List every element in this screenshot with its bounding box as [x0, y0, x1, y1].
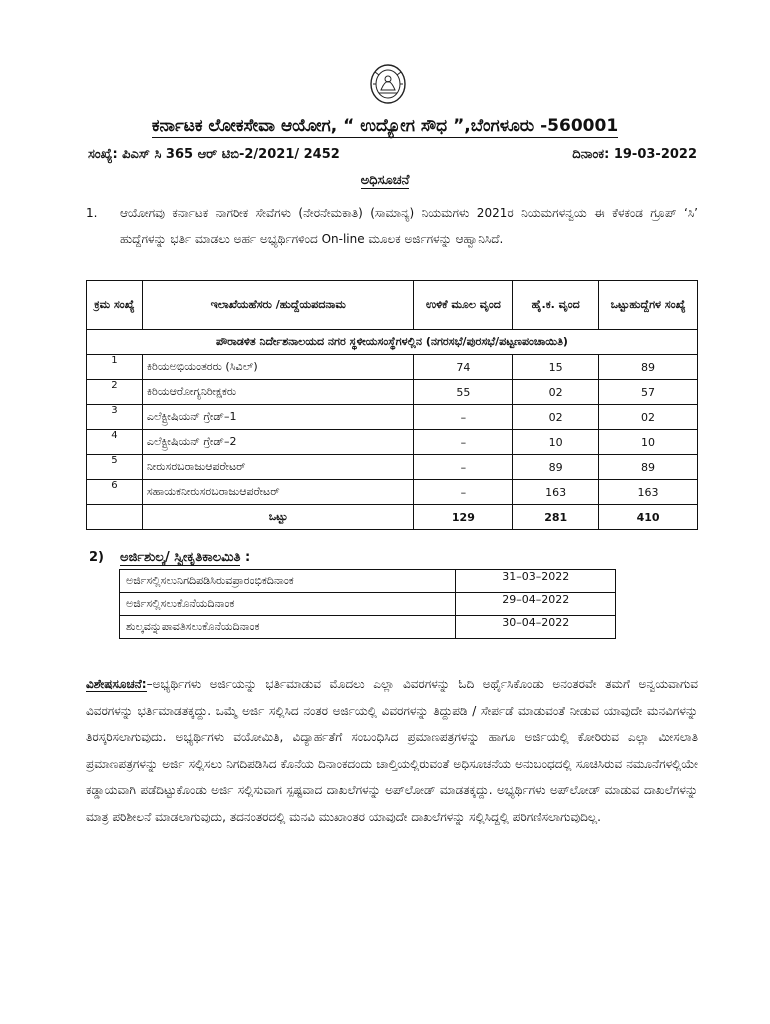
- row-sl: 6: [87, 480, 143, 505]
- row-post: ನೀರುಸರಬರಾಜುಆಪರೇಟರ್: [142, 455, 414, 480]
- header-sl-no: ಕ್ರಮ ಸಂಖ್ಯೆ: [87, 281, 143, 330]
- reference-number: ಸಂಖ್ಯೆ: ಪಿಎಸ್ ಸಿ 365 ಆರ್ ಟಿಬಿ-2/2021/ 2452: [88, 147, 340, 162]
- special-note-paragraph: [86, 671, 698, 830]
- row-hk: 15: [513, 355, 599, 380]
- section-label: ಪೌರಾಡಳಿತ ನಿರ್ದೇಶನಾಲಯದ ನಗರ ಸ್ಥಳೀಯಸಂಸ್ಥೆಗಳಲ್ಲಿನ (ನಗರಸಭೆ/ಪುರಸಭೆ/ಪಟ್ಟಣಪಂಚಾಯಿತಿ): [87, 330, 698, 355]
- row-sl: 3: [87, 405, 143, 430]
- row-total: 02: [599, 405, 698, 430]
- table-row: [120, 593, 616, 616]
- row-total: 163: [599, 480, 698, 505]
- row-sl: 2: [87, 380, 143, 405]
- posts-table-header: [87, 281, 698, 330]
- row-post: ಎಲೆಕ್ಟ್ರೀಷಿಯನ್ ಗ್ರೇಡ್–1: [142, 405, 414, 430]
- date-value: 30–04–2022: [456, 616, 616, 639]
- row-hk: 10: [513, 430, 599, 455]
- fees-heading: ಅರ್ಜಿಶುಲ್ಕ/ ಸ್ವೀಕೃತಿಕಾಲಮಿತಿ: [120, 550, 241, 565]
- fees-number: 2): [89, 550, 104, 565]
- dates-table: [119, 569, 616, 639]
- row-total: 89: [599, 455, 698, 480]
- row-post: ಕಿರಿಯಆರೋಗ್ಯನಿರೀಕ್ಷಕರು: [142, 380, 414, 405]
- section-row: [87, 330, 698, 355]
- row-post: ಸಹಾಯಕನೀರುಸರಬರಾಜುಆಪರೇಟರ್: [142, 480, 414, 505]
- total-hk: 281: [513, 505, 599, 530]
- header-total: ಒಟ್ಟುಹುದ್ದೆಗಳ ಸಂಖ್ಯೆ: [599, 281, 698, 330]
- fees-section-heading: [89, 550, 250, 565]
- notification-date: ದಿನಾಂಕ: 19-03-2022: [572, 147, 697, 162]
- date-label: ಶುಲ್ಕವನ್ನುಪಾವತಿಸಲುಕೊನೆಯದಿನಾಂಕ: [120, 616, 456, 639]
- table-row: [87, 430, 698, 455]
- total-label: ಒಟ್ಟು: [142, 505, 414, 530]
- table-row: [120, 570, 616, 593]
- table-row: [87, 455, 698, 480]
- document-title: ಕರ್ನಾಟಕ ಲೋಕಸೇವಾ ಆಯೋಗ, “ ಉದ್ಯೋಗ ಸೌಧ ”,ಬೆಂಗಳೂರು -560001: [151, 116, 619, 136]
- row-post: ಎಲೆಕ್ಟ್ರೀಷಿಯನ್ ಗ್ರೇಡ್–2: [142, 430, 414, 455]
- row-residual: –: [414, 405, 513, 430]
- row-post: ಕಿರಿಯಅಭಿಯಂತರರು (ಸಿವಿಲ್): [142, 355, 414, 380]
- total-residual: 129: [414, 505, 513, 530]
- row-residual: –: [414, 480, 513, 505]
- row-residual: 55: [414, 380, 513, 405]
- row-residual: –: [414, 455, 513, 480]
- table-row: [87, 480, 698, 505]
- posts-table: [86, 280, 698, 530]
- special-note-text: –ಅಭ್ಯರ್ಥಿಗಳು ಅರ್ಜಿಯನ್ನು ಭರ್ತಿಮಾಡುವ ಮೊದಲು ಎಲ್ಲಾ ವಿವರಗಳನ್ನು ಓದಿ ಅರ್ಥೈಸಿಕೊಂಡು ಅನಂತರವೇ ತಮಗೆ ಅನ್ವಯವಾಗುವ ವಿವರಗಳನ್ನು ಭರ್ತಿಮಾಡತಕ್ಕದ್ದು. ಒಮ್ಮೆ ಅರ್ಜಿ ಸಲ್ಲಿಸಿದ ನಂತರ ಅರ್ಜಿಯಲ್ಲಿ ವಿವರಗಳನ್ನು ತಿದ್ದುಪಡಿ / ಸೇರ್ಪಡೆ ಮಾಡುವಂತೆ ನೀಡುವ ಯಾವುದೇ ಮನವಿಗಳನ್ನು ತಿರಸ್ಕರಿಸಲಾಗುವುದು. ಅಭ್ಯರ್ಥಿಗಳು ವಯೋಮಿತಿ, ವಿದ್ಯಾರ್ಹತೆಗೆ ಸಂಬಂಧಿಸಿದ ಪ್ರಮಾಣಪತ್ರಗಳನ್ನು ಹಾಗೂ ಅರ್ಜಿಯಲ್ಲಿ ಕೋರಿರುವ ಎಲ್ಲಾ ಮೀಸಲಾತಿ ಪ್ರಮಾಣಪತ್ರಗಳನ್ನು ಅರ್ಜಿ ಸಲ್ಲಿಸಲು ನಿಗದಿಪಡಿಸಿದ ಕೊನೆಯ ದಿನಾಂಕದಂದು ಚಾಲ್ತಿಯಲ್ಲಿರುವಂತೆ ಅಧಿಸೂಚನೆಯ ಅನುಬಂಧದಲ್ಲಿ ಸೂಚಿಸಿರುವ ನಮೂನೆಗಳಲ್ಲಿಯೇ ಕಡ್ಡಾಯವಾಗಿ ಪಡೆದಿಟ್ಟುಕೊಂಡು ಅರ್ಜಿ ಸಲ್ಲಿಸುವಾಗ ಸ್ಪಷ್ಟವಾದ ದಾಖಲೆಗಳನ್ನು ಅಪ್‌ಲೋಡ್ ಮಾಡತಕ್ಕದ್ದು. ಅಭ್ಯರ್ಥಿಗಳು ಅಪ್‌ಲೋಡ್ ಮಾಡುವ ದಾಖಲೆಗಳನ್ನು ಮಾತ್ರ ಪರಿಶೀಲನೆ ಮಾಡಲಾಗುವುದು, ತದನಂತರದಲ್ಲಿ ಮನವಿ ಮುಖಾಂತರ ಯಾವುದೇ ದಾಖಲೆಗಳನ್ನು ಸಲ್ಲಿಸಿದ್ದಲ್ಲಿ ಪರಿಗಣಿಸಲಾಗುವುದಿಲ್ಲ.: [86, 677, 698, 824]
- intro-number: 1.: [86, 206, 98, 220]
- date-value: 29–04–2022: [456, 593, 616, 616]
- fees-colon: :: [245, 550, 251, 565]
- total-row: [87, 505, 698, 530]
- special-note-lead: ವಿಶೇಷಸೂಚನೆ:: [86, 677, 147, 691]
- total-empty-cell: [87, 505, 143, 530]
- date-label: ಅರ್ಜಿಸಲ್ಲಿಸಲುಕೊನೆಯದಿನಾಂಕ: [120, 593, 456, 616]
- row-residual: –: [414, 430, 513, 455]
- government-emblem-icon: [369, 63, 407, 105]
- notification-heading: ಅಧಿಸೂಚನೆ: [360, 173, 410, 188]
- header-post: ಇಲಾಖೆಯಹೆಸರು /ಹುದ್ದೆಯಪದನಾಮ: [142, 281, 414, 330]
- intro-text: ಆಯೋಗವು ಕರ್ನಾಟಕ ನಾಗರೀಕ ಸೇವೆಗಳು (ನೇರನೇಮಕಾತಿ) (ಸಾಮಾನ್ಯ) ನಿಯಮಗಳು 2021ರ ನಿಯಮಗಳನ್ವಯ ಈ ಕೆಳಕಂಡ ಗ್ರೂಪ್ ‘ಸಿ’ ಹುದ್ದೆಗಳನ್ನು ಭರ್ತಿ ಮಾಡಲು ಅರ್ಹ ಅಭ್ಯರ್ಥಿಗಳಿಂದ On-line ಮೂಲಕ ಅರ್ಜಿಗಳನ್ನು ಆಹ್ವಾನಿಸಿದೆ.: [120, 206, 698, 246]
- total-total: 410: [599, 505, 698, 530]
- row-hk: 89: [513, 455, 599, 480]
- header-residual: ಉಳಿಕೆ ಮೂಲ ವೃಂದ: [414, 281, 513, 330]
- table-row: [120, 616, 616, 639]
- row-total: 89: [599, 355, 698, 380]
- row-hk: 02: [513, 405, 599, 430]
- table-row: [87, 405, 698, 430]
- row-residual: 74: [414, 355, 513, 380]
- row-hk: 02: [513, 380, 599, 405]
- row-sl: 1: [87, 355, 143, 380]
- row-hk: 163: [513, 480, 599, 505]
- table-row: [87, 380, 698, 405]
- header-hk: ಹೈ.ಕ. ವೃಂದ: [513, 281, 599, 330]
- row-total: 57: [599, 380, 698, 405]
- table-row: [87, 355, 698, 380]
- row-sl: 4: [87, 430, 143, 455]
- intro-paragraph: [86, 200, 698, 252]
- row-total: 10: [599, 430, 698, 455]
- date-value: 31–03–2022: [456, 570, 616, 593]
- row-sl: 5: [87, 455, 143, 480]
- date-label: ಅರ್ಜಿಸಲ್ಲಿಸಲುನಿಗದಿಪಡಿಸಿರುವಪ್ರಾರಂಭಿಕದಿನಾಂಕ: [120, 570, 456, 593]
